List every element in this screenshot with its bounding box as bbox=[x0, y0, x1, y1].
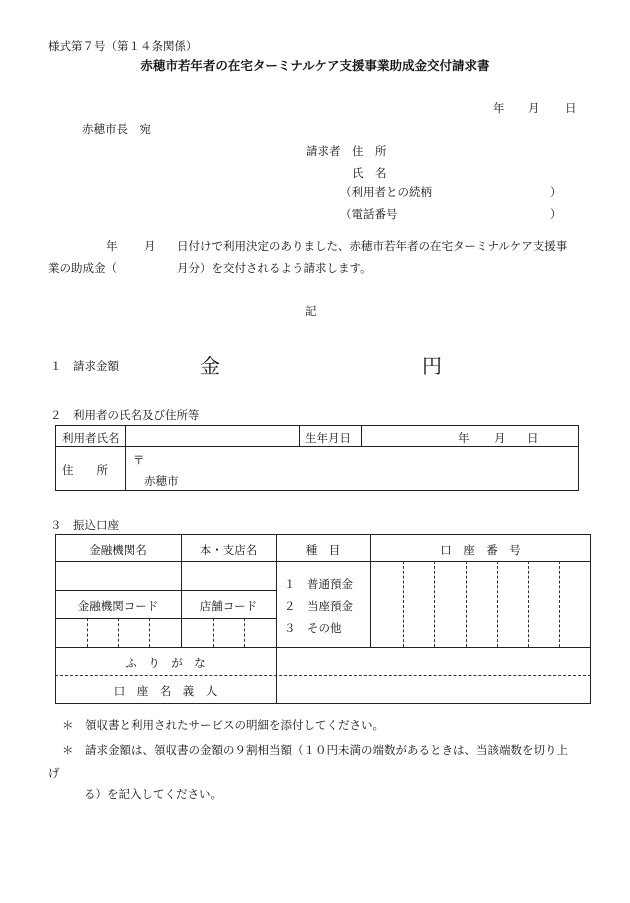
account-heading: ３ 振込口座 bbox=[50, 518, 119, 532]
branch-code-sep bbox=[213, 618, 214, 647]
postal-mark: 〒 bbox=[133, 453, 145, 467]
user-address-label: 住 所 bbox=[62, 463, 108, 477]
ki-heading: 記 bbox=[305, 304, 317, 318]
city-name: 赤穂市 bbox=[144, 474, 179, 488]
bank-name-label: 金融機関名 bbox=[89, 543, 147, 557]
account-digit-sep bbox=[403, 561, 404, 647]
body-line1: 日付けで利用決定のありました、赤穂市若年者の在宅ターミナルケア支援事 bbox=[177, 239, 568, 253]
claimant-label: 請求者 bbox=[306, 144, 341, 158]
note-2-line1: ＊ 請求金額は、領収書の金額の９割相当額（１０円未満の端数があるときは、当該端数を切り上 bbox=[62, 743, 568, 757]
account-digit-sep bbox=[497, 561, 498, 647]
en-char: 円 bbox=[422, 354, 442, 378]
branch-name-label: 本・支店名 bbox=[199, 543, 258, 557]
account-digit-sep bbox=[559, 561, 560, 647]
birth-year: 年 bbox=[458, 431, 470, 445]
user-table-col2 bbox=[299, 425, 300, 446]
addressee: 赤穂市長 宛 bbox=[82, 122, 151, 136]
account-header-line bbox=[55, 561, 591, 562]
relation-label: （利用者との続柄 bbox=[340, 185, 432, 199]
kin-char: 金 bbox=[200, 354, 220, 378]
body-month: 月 bbox=[144, 239, 156, 253]
type-option-ordinary: １ 普通預金 bbox=[284, 577, 353, 591]
date-month-label: 月 bbox=[528, 101, 540, 115]
account-number-label: 口 座 番 号 bbox=[440, 543, 521, 557]
bank-code-label: 金融機関コード bbox=[77, 599, 159, 613]
branch-code-sep bbox=[244, 618, 245, 647]
document-title: 赤穂市若年者の在宅ターミナルケア支援事業助成金交付請求書 bbox=[140, 58, 490, 73]
claim-amount-label: １ 請求金額 bbox=[50, 359, 119, 373]
bank-name-line bbox=[55, 590, 276, 591]
account-digit-sep bbox=[528, 561, 529, 647]
code-label-line bbox=[55, 618, 276, 619]
claimant-address-label: 住 所 bbox=[352, 144, 387, 158]
birth-month: 月 bbox=[494, 431, 506, 445]
body-year: 年 bbox=[106, 239, 118, 253]
account-digit-sep bbox=[434, 561, 435, 647]
user-name-label: 利用者氏名 bbox=[62, 431, 120, 445]
body-line2-rest: 月分）を交付されるよう請求します。 bbox=[177, 261, 372, 275]
account-holder-label: 口 座 名 義 人 bbox=[113, 684, 218, 698]
bank-code-sep bbox=[118, 618, 119, 647]
birth-label: 生年月日 bbox=[305, 431, 351, 445]
account-digit-sep bbox=[466, 561, 467, 647]
user-info-heading: ２ 利用者の氏名及び住所等 bbox=[50, 408, 200, 422]
body-line2-start: 業の助成金（ bbox=[48, 261, 117, 275]
relation-close: ） bbox=[550, 185, 562, 199]
note-2-line2: げ bbox=[48, 766, 60, 780]
claimant-name-label: 氏 名 bbox=[352, 166, 387, 180]
phone-close: ） bbox=[550, 207, 562, 221]
user-table-col3 bbox=[361, 425, 362, 446]
form-number: 様式第７号（第１４条関係） bbox=[48, 39, 198, 53]
col-type bbox=[276, 534, 277, 704]
bank-code-sep bbox=[87, 618, 88, 647]
phone-label: （電話番号 bbox=[340, 207, 398, 221]
user-table-col1 bbox=[125, 425, 126, 491]
birth-day: 日 bbox=[527, 431, 539, 445]
date-year-label: 年 bbox=[493, 101, 505, 115]
date-day-label: 日 bbox=[565, 101, 577, 115]
account-table bbox=[55, 534, 591, 704]
bank-code-sep bbox=[149, 618, 150, 647]
type-option-current: ２ 当座預金 bbox=[284, 599, 353, 613]
note-2-line3: る）を記入してください。 bbox=[84, 787, 222, 801]
note-1: ＊ 領収書と利用されたサービスの明細を添付してください。 bbox=[62, 718, 384, 732]
holder-line bbox=[55, 675, 591, 676]
account-type-label: 種 目 bbox=[305, 543, 341, 557]
type-option-other: ３ その他 bbox=[284, 621, 342, 635]
branch-code-label: 店舗コード bbox=[199, 599, 258, 613]
furigana-line bbox=[55, 647, 591, 648]
user-table-divider bbox=[55, 446, 579, 447]
furigana-label: ふ り が な bbox=[125, 656, 206, 670]
